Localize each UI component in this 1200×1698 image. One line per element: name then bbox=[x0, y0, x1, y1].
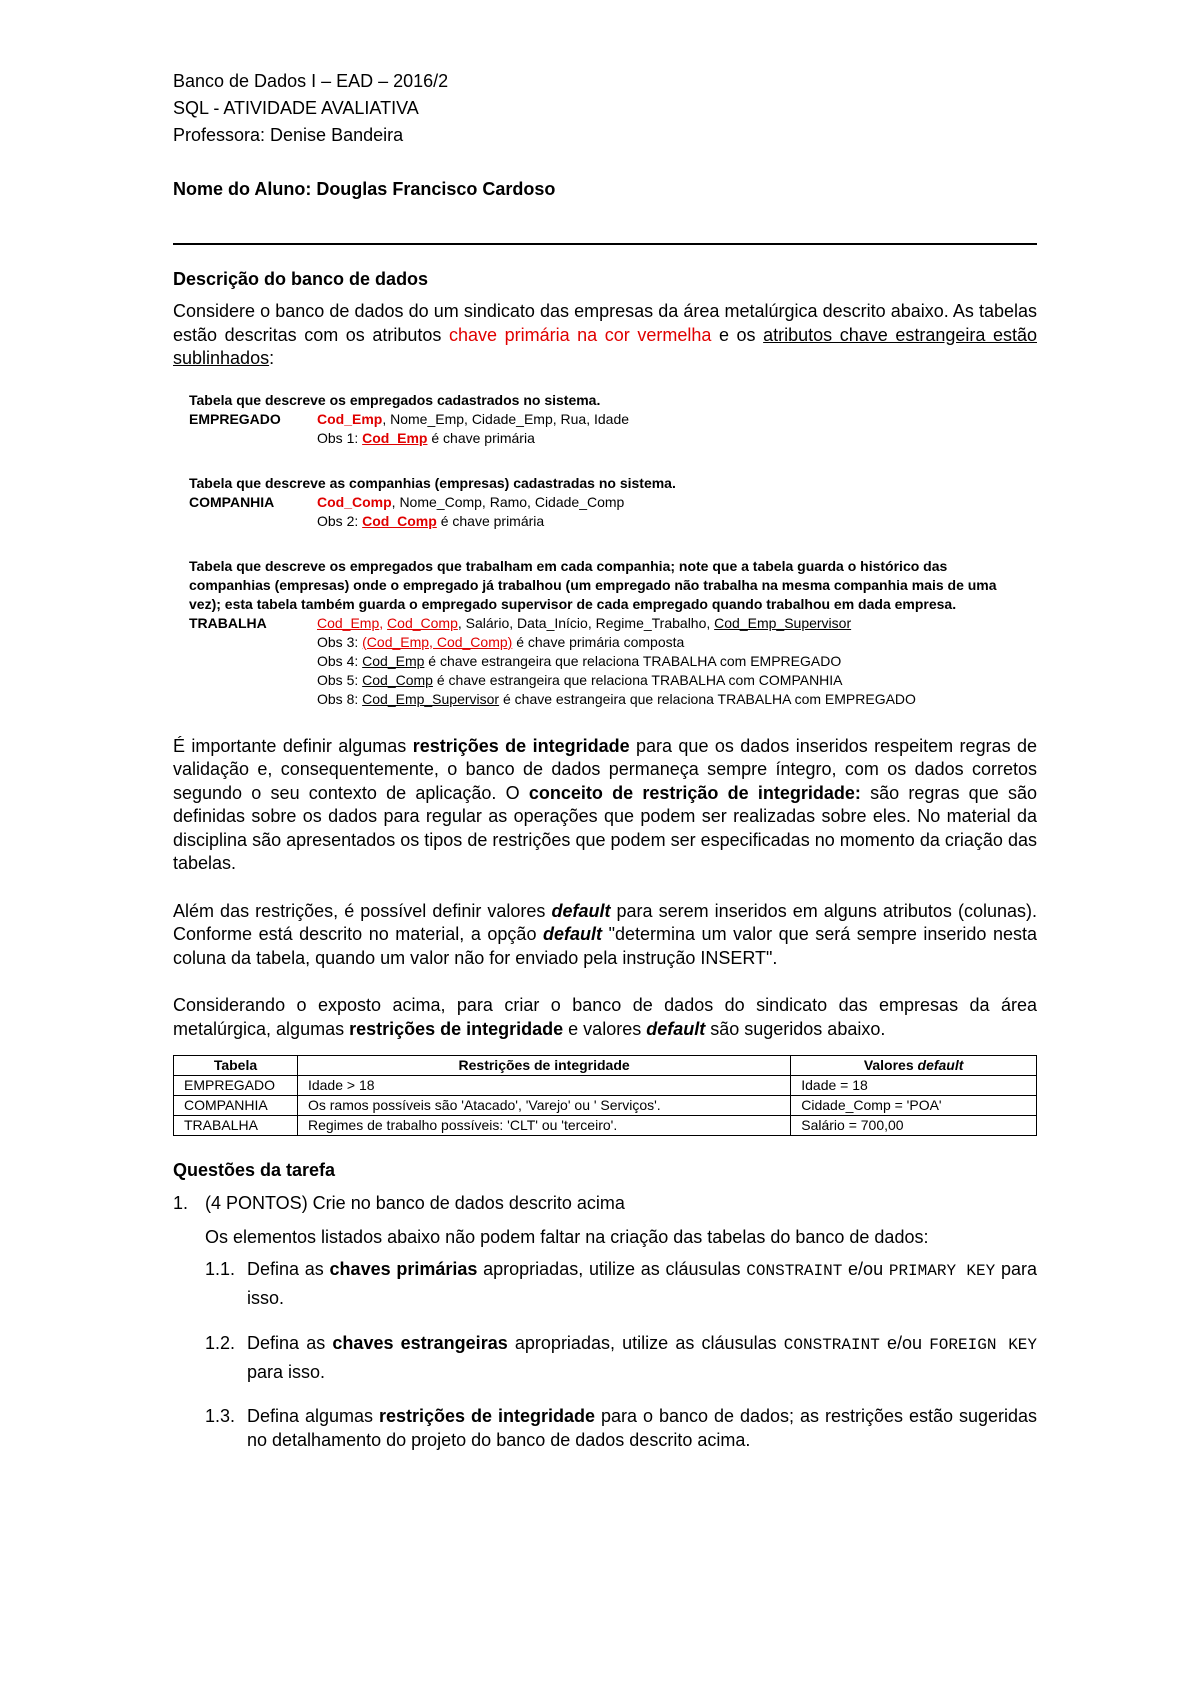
empregado-row bbox=[189, 410, 1037, 429]
obs-key: Cod_Comp bbox=[362, 671, 433, 688]
question-1-intro: Os elementos listados abaixo não podem faltar na criação das tabelas do banco de dados: bbox=[205, 1227, 929, 1247]
obs-prefix: Obs 8: bbox=[317, 690, 363, 707]
table-row bbox=[174, 1076, 1037, 1096]
pk-attr: Cod_Emp bbox=[317, 410, 383, 427]
sep: , bbox=[379, 614, 388, 631]
empregado-attrs bbox=[317, 410, 629, 429]
obs-8 bbox=[189, 690, 1037, 709]
pk-attr: Cod_Comp bbox=[317, 493, 392, 510]
text-run: "determina um valor que será sempre inserido nesta coluna da tabela, quando um valor não for enviado pela instrução INSERT". bbox=[173, 924, 1037, 968]
cell: Os ramos possíveis são 'Atacado', 'Varejo' ou ' Serviços'. bbox=[297, 1096, 790, 1116]
default-paragraph bbox=[173, 900, 1037, 971]
code-run: CONSTRAINT bbox=[783, 1336, 880, 1354]
table-header-row bbox=[174, 1056, 1037, 1076]
obs-key: Cod_Emp_Supervisor bbox=[362, 690, 500, 707]
document-page bbox=[173, 68, 1037, 1452]
activity-title: SQL - ATIVIDADE AVALIATIVA bbox=[173, 98, 419, 118]
text-run-bold-italic: default bbox=[551, 900, 611, 921]
obs-prefix: Obs 4: bbox=[317, 652, 363, 669]
subitem-1-3 bbox=[205, 1404, 1037, 1452]
trabalha-desc: Tabela que descreve os empregados que trabalham em cada companhia; note que a tabela guarda o histórico das companhias (empresas) onde o empregado já trabalhou (um empregado não trabalha na mesma companhia mais de uma vez); esta tabela também guarda o empregado supervisor de cada empregado quando trabalhou em dada empresa. bbox=[189, 557, 997, 612]
header-text-italic: default bbox=[917, 1057, 964, 1073]
text-run: Considere o banco de dados do um sindicato das empresas da área metalúrgica descrito abaixo. As tabelas estão descritas com os atributos bbox=[173, 301, 1037, 345]
obs-suffix: é chave primária composta bbox=[512, 633, 685, 650]
empregado-desc: Tabela que descreve os empregados cadastrados no sistema. bbox=[189, 391, 601, 408]
cell: Idade = 18 bbox=[791, 1076, 1037, 1096]
text-run-bold: restrições de integridade bbox=[412, 735, 630, 756]
pk-attr: Cod_Comp bbox=[387, 614, 458, 631]
text-run: e/ou bbox=[879, 1333, 930, 1353]
text-run: Defina as bbox=[247, 1333, 333, 1353]
obs-prefix: Obs 5: bbox=[317, 671, 363, 688]
schema-description bbox=[189, 391, 1037, 709]
question-text: (4 PONTOS) Crie no banco de dados descrito acima bbox=[205, 1193, 625, 1213]
attrs: , Nome_Comp, Ramo, Cidade_Comp bbox=[391, 493, 625, 510]
subitem-text bbox=[247, 1330, 1037, 1386]
section-title-description: Descrição do banco de dados bbox=[173, 269, 429, 289]
suggestions-paragraph bbox=[173, 994, 1037, 1041]
col-header-defaults bbox=[791, 1056, 1037, 1076]
text-run: são sugeridos abaixo. bbox=[705, 1018, 886, 1039]
text-run-bold-italic: default bbox=[543, 924, 603, 944]
obs-suffix: é chave primária bbox=[427, 429, 535, 446]
cell: Cidade_Comp = 'POA' bbox=[791, 1096, 1037, 1116]
code-run: PRIMARY KEY bbox=[888, 1262, 996, 1280]
professor-name: Professora: Denise Bandeira bbox=[173, 125, 404, 145]
obs-2 bbox=[189, 512, 1037, 531]
text-run: e valores bbox=[563, 1018, 647, 1039]
text-run: e os bbox=[711, 324, 764, 345]
text-run-bold: restrições de integridade bbox=[349, 1018, 564, 1039]
fk-attr: Cod_Emp_Supervisor bbox=[714, 614, 852, 631]
text-run: Além das restrições, é possível definir valores bbox=[173, 900, 552, 921]
text-run-bold: conceito de restrição de integridade: bbox=[528, 782, 861, 803]
text-run: Defina algumas bbox=[247, 1406, 380, 1426]
text-run: para que os dados inseridos respeitem regras de validação e, consequentemente, o banco de dados permaneça sempre íntegro, com os dados corretos segundo o seu contexto de aplicação. O bbox=[173, 735, 1038, 803]
cell: EMPREGADO bbox=[174, 1076, 298, 1096]
subitem-text bbox=[247, 1404, 1037, 1452]
obs-prefix: Obs 2: bbox=[317, 512, 363, 529]
trabalha-row bbox=[189, 614, 1037, 633]
table-name-trabalha: TRABALHA bbox=[189, 614, 267, 631]
obs-key: Cod_Comp bbox=[362, 512, 437, 529]
cell: Regimes de trabalho possíveis: 'CLT' ou 'terceiro'. bbox=[297, 1116, 790, 1136]
text-run: para isso. bbox=[247, 1259, 1037, 1308]
attrs: , Salário, Data_Início, Regime_Trabalho, bbox=[457, 614, 715, 631]
obs-prefix: Obs 1: bbox=[317, 429, 363, 446]
text-run: apropriadas, utilize as cláusulas bbox=[477, 1259, 747, 1279]
text-run-red: chave primária na cor vermelha bbox=[448, 324, 712, 345]
text-run: Defina as bbox=[247, 1259, 330, 1279]
obs-key: Cod_Emp bbox=[362, 652, 425, 669]
obs-suffix: é chave estrangeira que relaciona TRABALHA com EMPREGADO bbox=[499, 690, 916, 707]
text-run: e/ou bbox=[842, 1259, 889, 1279]
text-run: para serem inseridos em alguns atributos (colunas). Conforme está descrito no material, a opção bbox=[173, 900, 1037, 944]
trabalha-attrs bbox=[317, 614, 851, 633]
question-1 bbox=[173, 1191, 1037, 1215]
obs-key: Cod_Emp bbox=[362, 429, 428, 446]
text-run: para o banco de dados; as restrições estão sugeridas no detalhamento do projeto do banco de dados descrito acima. bbox=[247, 1406, 1038, 1450]
obs-suffix: é chave estrangeira que relaciona TRABALHA com COMPANHIA bbox=[432, 671, 843, 688]
obs-prefix: Obs 3: bbox=[317, 633, 363, 650]
obs-5 bbox=[189, 671, 1037, 690]
description-paragraph bbox=[173, 300, 1037, 371]
divider bbox=[173, 243, 1037, 245]
cell: TRABALHA bbox=[174, 1116, 298, 1136]
obs-4 bbox=[189, 652, 1037, 671]
obs-key: (Cod_Emp, Cod_Comp) bbox=[362, 633, 513, 650]
text-run: Considerando o exposto acima, para criar o banco de dados do sindicato das empresas da área metalúrgica, algumas bbox=[173, 995, 1037, 1039]
col-header-table: Tabela bbox=[174, 1056, 298, 1076]
obs-3 bbox=[189, 633, 1037, 652]
student-name: Nome do Aluno: Douglas Francisco Cardoso bbox=[173, 179, 556, 199]
table-row bbox=[174, 1116, 1037, 1136]
course-title: Banco de Dados I – EAD – 2016/2 bbox=[173, 71, 449, 91]
obs-1 bbox=[189, 429, 1037, 448]
course-header bbox=[173, 68, 1037, 149]
text-run-bold-italic: default bbox=[646, 1018, 706, 1039]
companhia-row bbox=[189, 493, 1037, 512]
subitem-number: 1.1. bbox=[205, 1259, 236, 1279]
obs-suffix: é chave primária bbox=[436, 512, 545, 529]
text-run: : bbox=[269, 348, 275, 368]
text-run: para isso. bbox=[247, 1362, 326, 1382]
text-run-bold: chaves primárias bbox=[329, 1259, 478, 1279]
pk-attr: Cod_Emp bbox=[317, 614, 380, 631]
code-run: FOREIGN KEY bbox=[929, 1336, 1038, 1354]
text-run-underlined: atributos chave estrangeira estão sublinhados bbox=[173, 324, 1037, 368]
code-run: CONSTRAINT bbox=[746, 1262, 843, 1280]
cell: Idade > 18 bbox=[297, 1076, 790, 1096]
obs-suffix: é chave estrangeira que relaciona TRABALHA com EMPREGADO bbox=[424, 652, 842, 669]
text-run-bold: chaves estrangeiras bbox=[332, 1333, 508, 1353]
header-text: Valores bbox=[863, 1057, 918, 1073]
cell: Salário = 700,00 bbox=[791, 1116, 1037, 1136]
companhia-desc: Tabela que descreve as companhias (empresas) cadastradas no sistema. bbox=[189, 474, 676, 491]
cell: COMPANHIA bbox=[174, 1096, 298, 1116]
question-number: 1. bbox=[173, 1193, 189, 1213]
subitem-text bbox=[247, 1256, 1037, 1312]
text-run-bold: restrições de integridade bbox=[379, 1406, 596, 1426]
subitem-number: 1.2. bbox=[205, 1333, 236, 1353]
text-run: são regras que são definidas sobre os dados para regular as operações que podem ser realizadas sobre eles. No material da disciplina são apresentados os tipos de restrições que podem ser especificadas no momento da criação das tabelas. bbox=[173, 782, 1037, 873]
section-title-questions: Questões da tarefa bbox=[173, 1160, 336, 1180]
table-name-companhia: COMPANHIA bbox=[189, 493, 275, 510]
subitem-number: 1.3. bbox=[205, 1406, 236, 1426]
text-run: apropriadas, utilize as cláusulas bbox=[507, 1333, 784, 1353]
text-run: É importante definir algumas bbox=[173, 735, 413, 756]
subitem-1-1 bbox=[205, 1256, 1037, 1312]
attrs: , Nome_Emp, Cidade_Emp, Rua, Idade bbox=[382, 410, 630, 427]
subitem-1-2 bbox=[205, 1330, 1037, 1386]
table-name-empregado: EMPREGADO bbox=[189, 410, 281, 427]
restrictions-table bbox=[173, 1055, 1037, 1136]
integrity-paragraph bbox=[173, 735, 1037, 876]
col-header-restrictions: Restrições de integridade bbox=[297, 1056, 790, 1076]
companhia-attrs bbox=[317, 493, 624, 512]
table-row bbox=[174, 1096, 1037, 1116]
